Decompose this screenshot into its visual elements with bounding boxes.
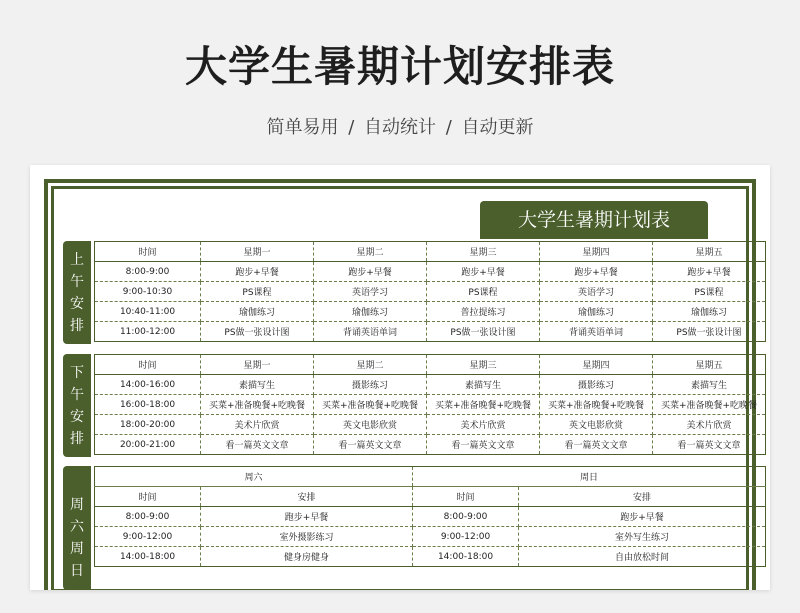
table-cell: 跑步+早餐 xyxy=(427,262,540,282)
day-header-sunday: 周日 xyxy=(413,467,766,487)
table-cell: 跑步+早餐 xyxy=(540,262,653,282)
afternoon-label-char: 排 xyxy=(70,430,84,447)
table-cell: 看一篇英文文章 xyxy=(540,435,653,455)
afternoon-table xyxy=(94,354,766,455)
header-cell: 星期五 xyxy=(653,242,766,262)
table-cell: 普拉提练习 xyxy=(427,302,540,322)
time-cell: 14:00-18:00 xyxy=(95,547,201,567)
table-row xyxy=(95,547,766,567)
time-cell: 9:00-10:30 xyxy=(95,282,201,302)
table-cell: 买菜+准备晚餐+吃晚餐 xyxy=(427,395,540,415)
table-cell: 美术片欣赏 xyxy=(653,415,766,435)
weekend-label-char: 周 xyxy=(70,497,84,513)
time-cell: 10:40-11:00 xyxy=(95,302,201,322)
time-cell: 20:00-21:00 xyxy=(95,435,201,455)
table-cell: PS课程 xyxy=(427,282,540,302)
header-cell: 星期二 xyxy=(314,355,427,375)
table-cell: 瑜伽练习 xyxy=(540,302,653,322)
table-cell: 买菜+准备晚餐+吃晚餐 xyxy=(653,395,766,415)
time-cell: 8:00-9:00 xyxy=(413,507,519,527)
header-cell: 星期三 xyxy=(427,355,540,375)
table-cell: 看一篇英文文章 xyxy=(201,435,314,455)
table-cell: 室外摄影练习 xyxy=(201,527,413,547)
table-cell: 看一篇英文文章 xyxy=(653,435,766,455)
header-cell: 星期一 xyxy=(201,355,314,375)
table-cell: 自由放松时间 xyxy=(519,547,766,567)
table-cell: 英文电影欣赏 xyxy=(314,415,427,435)
morning-label-char: 上 xyxy=(70,251,84,268)
page-subtitle: 简单易用 / 自动统计 / 自动更新 xyxy=(266,117,534,138)
table-cell: 素描写生 xyxy=(427,375,540,395)
weekend-label-char: 日 xyxy=(70,563,84,579)
table-row xyxy=(95,527,766,547)
table-cell: 瑜伽练习 xyxy=(314,302,427,322)
table-cell: 买菜+准备晚餐+吃晚餐 xyxy=(540,395,653,415)
page-title: 大学生暑期计划安排表 xyxy=(184,42,615,91)
header-cell: 星期三 xyxy=(427,242,540,262)
table-day-row xyxy=(95,467,766,487)
table-cell: 素描写生 xyxy=(201,375,314,395)
table-cell: 跑步+早餐 xyxy=(653,262,766,282)
table-cell: PS课程 xyxy=(201,282,314,302)
table-header-row xyxy=(95,355,766,375)
time-cell: 9:00-12:00 xyxy=(95,527,201,547)
table-cell: 跑步+早餐 xyxy=(201,507,413,527)
table-cell: 背诵英语单词 xyxy=(540,322,653,342)
table-row xyxy=(95,415,766,435)
table-cell: 买菜+准备晚餐+吃晚餐 xyxy=(201,395,314,415)
time-cell: 9:00-12:00 xyxy=(413,527,519,547)
table-cell: 跑步+早餐 xyxy=(201,262,314,282)
afternoon-side-label xyxy=(63,354,91,457)
header-cell: 时间 xyxy=(413,487,519,507)
afternoon-label-char: 下 xyxy=(70,364,84,381)
table-cell: 英语学习 xyxy=(314,282,427,302)
table-cell: 看一篇英文文章 xyxy=(427,435,540,455)
weekend-side-label xyxy=(63,466,91,590)
day-header-saturday: 周六 xyxy=(95,467,413,487)
header-cell: 星期二 xyxy=(314,242,427,262)
table-cell: 英文电影欣赏 xyxy=(540,415,653,435)
afternoon-label-char: 午 xyxy=(70,386,84,403)
table-row xyxy=(95,302,766,322)
table-cell: 买菜+准备晚餐+吃晚餐 xyxy=(314,395,427,415)
header-cell: 安排 xyxy=(519,487,766,507)
table-cell: 瑜伽练习 xyxy=(201,302,314,322)
sheet-title: 大学生暑期计划表 xyxy=(480,201,708,239)
morning-label-char: 安 xyxy=(70,295,84,312)
table-row xyxy=(95,262,766,282)
time-cell: 8:00-9:00 xyxy=(95,262,201,282)
table-row xyxy=(95,435,766,455)
table-cell: 跑步+早餐 xyxy=(519,507,766,527)
schedule-card xyxy=(30,165,770,590)
table-cell: 室外写生练习 xyxy=(519,527,766,547)
header-cell: 安排 xyxy=(201,487,413,507)
table-cell: 背诵英语单词 xyxy=(314,322,427,342)
header-cell: 时间 xyxy=(95,355,201,375)
table-cell: PS做一张设计图 xyxy=(201,322,314,342)
header-cell: 时间 xyxy=(95,487,201,507)
table-cell: 美术片欣赏 xyxy=(427,415,540,435)
table-cell: PS课程 xyxy=(653,282,766,302)
time-cell: 14:00-18:00 xyxy=(413,547,519,567)
table-cell: 素描写生 xyxy=(653,375,766,395)
time-cell: 18:00-20:00 xyxy=(95,415,201,435)
table-cell: 健身房健身 xyxy=(201,547,413,567)
table-row xyxy=(95,395,766,415)
table-header-row xyxy=(95,487,766,507)
table-cell: 英语学习 xyxy=(540,282,653,302)
table-cell: 摄影练习 xyxy=(540,375,653,395)
table-cell: 瑜伽练习 xyxy=(653,302,766,322)
time-cell: 14:00-16:00 xyxy=(95,375,201,395)
weekend-table xyxy=(94,466,766,567)
table-cell: 美术片欣赏 xyxy=(201,415,314,435)
morning-label-char: 排 xyxy=(70,317,84,334)
table-cell: PS做一张设计图 xyxy=(653,322,766,342)
header-cell: 星期四 xyxy=(540,242,653,262)
table-row xyxy=(95,282,766,302)
table-row xyxy=(95,507,766,527)
weekend-label-char: 周 xyxy=(70,541,84,557)
table-cell: 看一篇英文文章 xyxy=(314,435,427,455)
header-cell: 星期四 xyxy=(540,355,653,375)
weekend-label-char: 六 xyxy=(70,519,84,535)
header-cell: 星期一 xyxy=(201,242,314,262)
morning-side-label xyxy=(63,241,91,344)
time-cell: 16:00-18:00 xyxy=(95,395,201,415)
table-row xyxy=(95,375,766,395)
afternoon-label-char: 安 xyxy=(70,408,84,425)
header-cell: 星期五 xyxy=(653,355,766,375)
table-cell: 跑步+早餐 xyxy=(314,262,427,282)
morning-label-char: 午 xyxy=(70,273,84,290)
table-cell: 摄影练习 xyxy=(314,375,427,395)
header-cell: 时间 xyxy=(95,242,201,262)
morning-table xyxy=(94,241,766,342)
time-cell: 11:00-12:00 xyxy=(95,322,201,342)
table-header-row xyxy=(95,242,766,262)
table-row xyxy=(95,322,766,342)
table-cell: PS做一张设计图 xyxy=(427,322,540,342)
time-cell: 8:00-9:00 xyxy=(95,507,201,527)
